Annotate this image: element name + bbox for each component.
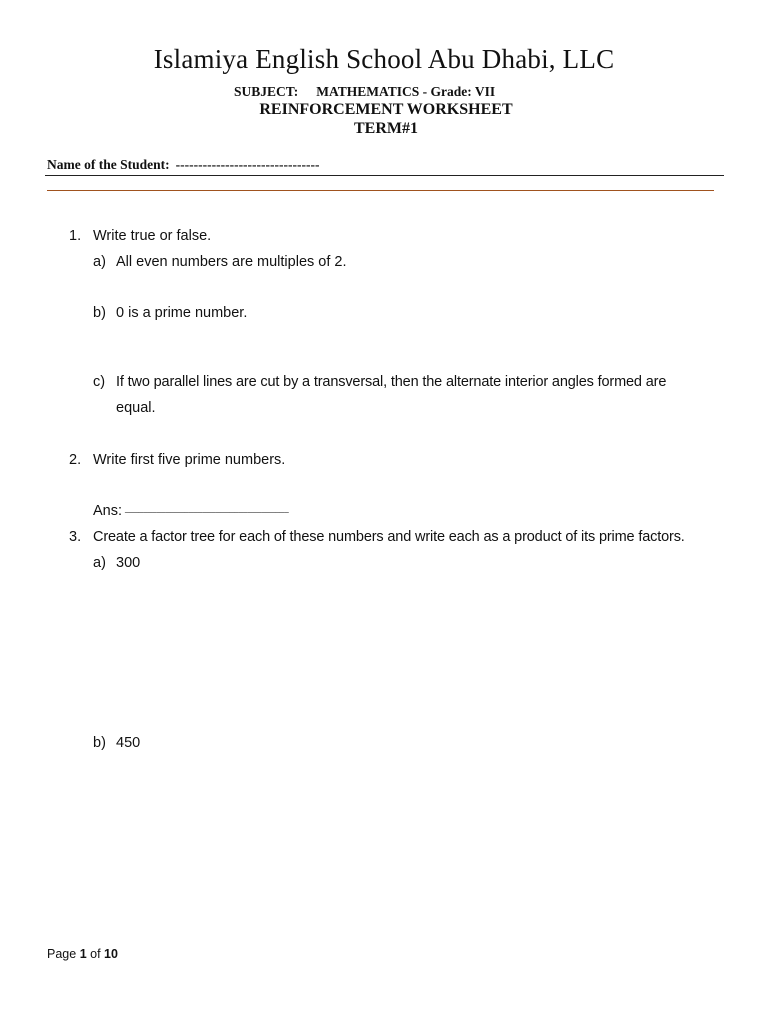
item-label: b): [93, 305, 106, 321]
header-divider: [45, 175, 724, 176]
question-number: 1.: [69, 228, 82, 244]
item-text: If two parallel lines are cut by a transversal, then the alternate interior angles formed are: [116, 374, 667, 390]
worksheet-title: REINFORCEMENT WORKSHEET: [259, 101, 513, 118]
student-name-blank[interactable]: --------------------------------: [175, 157, 320, 172]
term-label: TERM#1: [354, 120, 418, 137]
subject-line: [234, 84, 495, 100]
question-text: Write first five prime numbers.: [93, 452, 286, 468]
of-word: of: [90, 947, 101, 961]
question-number: 3.: [69, 529, 82, 545]
subject-value: MATHEMATICS - Grade: VII: [316, 84, 496, 99]
item-text-continued: equal.: [116, 400, 156, 416]
item-label: a): [93, 254, 106, 270]
subject-label: SUBJECT:: [234, 84, 299, 99]
item-label: c): [93, 374, 106, 390]
item-label: a): [93, 555, 106, 571]
question-text: Create a factor tree for each of these numbers and write each as a product of its prime factors.: [93, 529, 685, 545]
item-text: 450: [116, 735, 141, 751]
school-name: Islamiya English School Abu Dhabi, LLC: [153, 44, 615, 74]
page-number: [47, 947, 118, 961]
page-word: Page: [47, 947, 77, 961]
answer-label: Ans:: [93, 503, 123, 519]
student-name-row: [47, 157, 319, 173]
student-name-label: Name of the Student:: [47, 157, 170, 172]
item-text: 300: [116, 555, 141, 571]
header-divider-accent: [47, 190, 714, 191]
page-total: 10: [104, 947, 118, 961]
item-text: All even numbers are multiples of 2.: [116, 254, 347, 270]
page-current: 1: [79, 947, 87, 961]
item-text: 0 is a prime number.: [116, 305, 248, 321]
item-label: b): [93, 735, 106, 751]
question-text: Write true or false.: [93, 228, 212, 244]
question-number: 2.: [69, 452, 82, 468]
answer-blank[interactable]: ____________________________________: [125, 504, 289, 513]
